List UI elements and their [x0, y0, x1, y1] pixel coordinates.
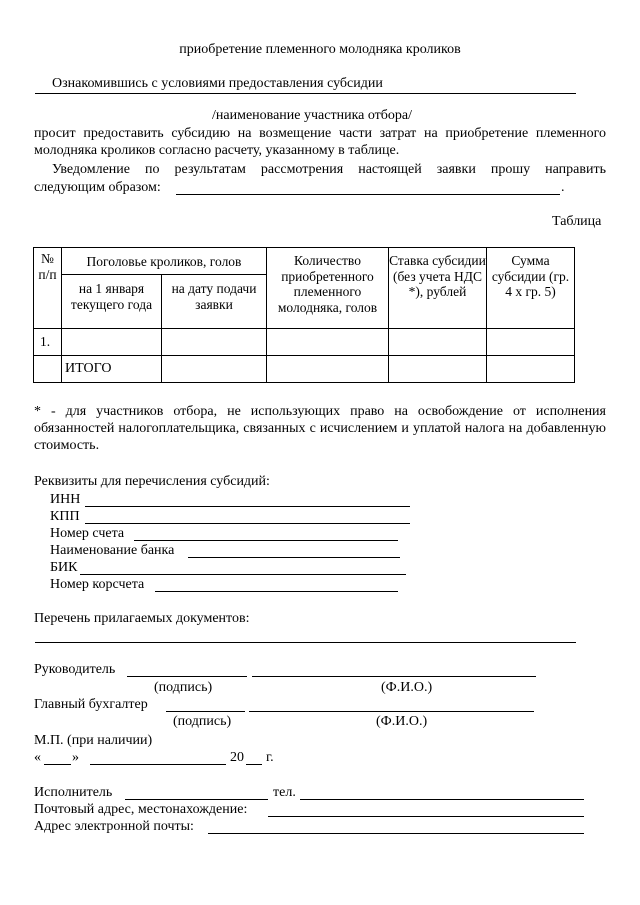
- bank-name-label: Наименование банка: [50, 543, 175, 558]
- inn-label: ИНН: [50, 492, 81, 507]
- total-quantity-cell[interactable]: [267, 356, 389, 383]
- attachments-line[interactable]: [35, 642, 576, 643]
- chief-accountant-signature-caption: (подпись): [173, 714, 232, 729]
- participant-name-line[interactable]: [35, 93, 576, 94]
- kpp-label: КПП: [50, 509, 80, 524]
- table-row: [34, 329, 575, 356]
- total-rate-cell[interactable]: [389, 356, 487, 383]
- subsidy-table: [33, 247, 575, 383]
- date-day-field[interactable]: [44, 764, 71, 765]
- kpp-field[interactable]: [85, 523, 410, 524]
- stamp-label: М.П. (при наличии): [34, 733, 153, 748]
- email-field[interactable]: [208, 833, 584, 834]
- requisites-title: Реквизиты для перечисления субсидий:: [34, 474, 270, 489]
- head-name-caption: (Ф.И.О.): [381, 680, 433, 695]
- total-num-cell: [34, 356, 62, 383]
- executor-field[interactable]: [125, 799, 268, 800]
- chief-accountant-signature-line[interactable]: [166, 711, 245, 712]
- head-signature-line[interactable]: [127, 676, 247, 677]
- date-year-field[interactable]: [246, 764, 262, 765]
- bik-label: БИК: [50, 560, 78, 575]
- header-jan1: на 1 января текущего года: [62, 275, 162, 329]
- phone-label: тел.: [273, 785, 296, 800]
- row-1-filing-date-cell[interactable]: [162, 329, 267, 356]
- bik-field[interactable]: [80, 574, 406, 575]
- table-row-total: [34, 356, 575, 383]
- postal-address-label: Почтовый адрес, местонахождение:: [34, 802, 248, 817]
- total-label: ИТОГО: [62, 356, 162, 383]
- account-number-field[interactable]: [134, 540, 398, 541]
- end-period: .: [561, 180, 565, 195]
- executor-label: Исполнитель: [34, 785, 113, 800]
- participant-name-caption: /наименование участника отбора/: [212, 108, 413, 123]
- date-open-quote: «: [34, 750, 41, 765]
- header-filing-date: на дату подачи заявки: [162, 275, 267, 329]
- vat-footnote: * - для участников отбора, не использующих право на освобождение от исполнения обязанностей налогоплательщика, связанных с исчислением и уплатой налога на добавленную стоимость.: [34, 404, 606, 453]
- chief-accountant-label: Главный бухгалтер: [34, 697, 148, 712]
- inn-field[interactable]: [85, 506, 410, 507]
- request-paragraph: просит предоставить субсидию на возмещение части затрат на приобретение племенного молодняка кроликов согласно расчету, указанному в таблице.: [34, 126, 606, 158]
- head-label: Руководитель: [34, 662, 116, 677]
- chief-accountant-name-caption: (Ф.И.О.): [376, 714, 428, 729]
- account-number-label: Номер счета: [50, 526, 125, 541]
- header-quantity: Количество приобретенного племенного молодняка, голов: [267, 248, 389, 329]
- total-filing-date-cell[interactable]: [162, 356, 267, 383]
- chief-accountant-name-line[interactable]: [249, 711, 534, 712]
- corr-account-label: Номер корсчета: [50, 577, 145, 592]
- date-month-field[interactable]: [90, 764, 226, 765]
- header-sum: Сумма субсидии (гр. 4 х гр. 5): [487, 248, 575, 329]
- document-title-line: приобретение племенного молодняка кроликов: [179, 42, 461, 57]
- row-1-num: 1.: [34, 329, 62, 356]
- row-1-quantity-cell[interactable]: [267, 329, 389, 356]
- notification-line-2: следующим образом:: [34, 180, 161, 195]
- head-signature-caption: (подпись): [154, 680, 213, 695]
- phone-field[interactable]: [300, 799, 584, 800]
- total-sum-cell[interactable]: [487, 356, 575, 383]
- row-1-jan1-cell[interactable]: [62, 329, 162, 356]
- postal-address-field[interactable]: [268, 816, 584, 817]
- header-livestock: Поголовье кроликов, голов: [62, 248, 267, 275]
- year-prefix: 20: [230, 750, 244, 765]
- notification-method-line[interactable]: [176, 194, 560, 195]
- row-1-sum-cell[interactable]: [487, 329, 575, 356]
- year-suffix: г.: [266, 750, 274, 765]
- header-num: № п/п: [34, 248, 62, 329]
- head-name-line[interactable]: [252, 676, 536, 677]
- table-label: Таблица: [552, 214, 602, 229]
- email-label: Адрес электронной почты:: [34, 819, 194, 834]
- attachments-title: Перечень прилагаемых документов:: [34, 611, 250, 626]
- header-rate: Ставка субсидии (без учета НДС *), рублей: [389, 248, 487, 329]
- corr-account-field[interactable]: [155, 591, 398, 592]
- bank-name-field[interactable]: [188, 557, 400, 558]
- intro-text: Ознакомившись с условиями предоставления субсидии: [52, 76, 383, 91]
- date-close-quote: »: [72, 750, 79, 765]
- row-1-rate-cell[interactable]: [389, 329, 487, 356]
- notification-line: Уведомление по результатам рассмотрения настоящей заявки прошу направить: [52, 162, 606, 177]
